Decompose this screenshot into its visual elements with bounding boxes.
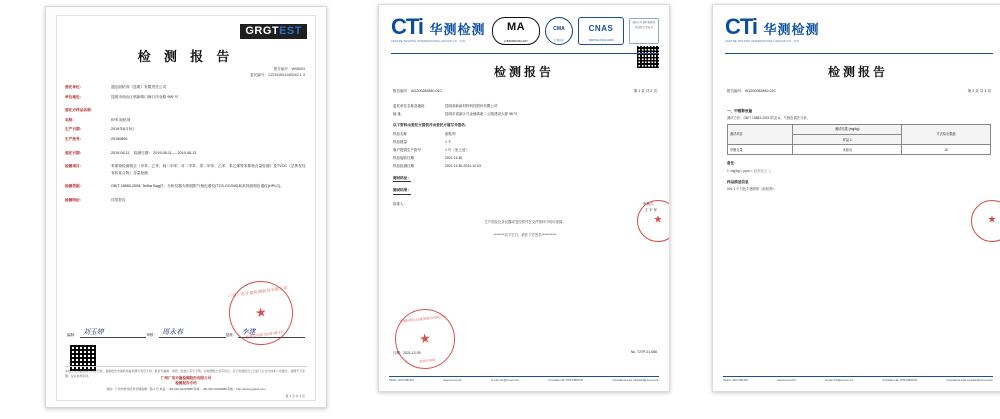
doc1-field-value: 详见报告	[111, 197, 126, 202]
doc2-accreditation-badges	[492, 17, 659, 45]
table-header-cell: 测试结果 (mg/kg)	[793, 124, 902, 134]
doc1-field-extra-value: 2019-08-11 — 2019-08-13	[153, 150, 197, 155]
doc1-signature-reviewer: 审核： 周永春	[146, 328, 225, 338]
doc1-field-extra-label: 检测日期：	[133, 150, 153, 155]
doc3-report-meta: 报告编号：AGZ00282840-01C 第 2 页 共 3 页	[727, 89, 991, 93]
doc3-method-note: 测试方法：GB/T 18584-2001 附录 A，气相色谱法分析。	[727, 116, 810, 121]
edge-stamp-seal	[971, 200, 1000, 242]
doc1-field-row	[65, 117, 307, 123]
doc2-header	[391, 14, 659, 51]
doc2-reviewer-label: 审核人：	[643, 202, 657, 207]
doc2-report-meta: 报告编号：AGZ00282840-01C 第 1 页 共 3 页	[393, 89, 657, 93]
doc1-field-row	[65, 107, 307, 113]
cma-badge-icon: CMA 计量认证	[545, 17, 573, 45]
doc2-footer-complaint-email: Complaint E-mail: complaint@cti-cert.com	[612, 379, 659, 382]
star-icon: ★	[653, 214, 663, 226]
doc3-footer-email: E-mail: info@cti-cert.com	[825, 379, 854, 382]
doc2-title: 检测报告	[493, 65, 554, 79]
doc1-field-row	[65, 150, 307, 156]
doc1-field-value	[111, 107, 307, 113]
doc1-footer-sub: 检测报告专用	[175, 381, 197, 386]
grgtest-logo: GRGTEST	[240, 24, 307, 39]
doc2-field-row: 地 址： 昆明市高新区马金铺高新二公路建设大厦 98 号	[393, 112, 518, 117]
doc1-field-label: 检测依据：	[65, 184, 84, 189]
document-page-cti-1[interactable]	[378, 4, 670, 392]
doc1-footer	[57, 376, 315, 392]
doc1-field-row	[65, 197, 307, 203]
doc1-footer-company: 广州广电计量检测股份有限公司	[160, 375, 212, 380]
document-page-cti-2[interactable]	[712, 4, 1000, 392]
doc2-header-divider	[391, 53, 659, 54]
doc3-header-divider	[725, 53, 993, 54]
doc1-field-label: 单位地址：	[65, 94, 84, 99]
doc1-field-list	[65, 84, 307, 206]
table-cell: 未检出	[793, 145, 902, 155]
doc1-field-row	[65, 183, 307, 189]
document-page-grgtest[interactable]	[45, 6, 327, 408]
doc3-results-table	[727, 124, 991, 156]
star-icon: ★	[254, 304, 268, 321]
doc1-field-value: 苯系物检测项目（甲苯、乙苯、间二甲苯、对二甲苯、邻二甲苯、乙苯、苯乙烯等苯系物含量检测）及TVOC（总挥发性有机化合物）含量检测	[111, 164, 306, 175]
doc3-sample-heading: 样品描述信息	[727, 180, 749, 185]
certification-seal-icon: 国家认可 检验检测 机构资质 认定证书	[629, 18, 659, 44]
doc1-signature-hand: 刘玉婷	[82, 327, 104, 336]
table-header-row	[728, 124, 991, 134]
doc2-sample-row: 样品名称 胶粘剂	[393, 131, 456, 136]
doc2-approver-name: 王 宇 军	[644, 208, 657, 213]
doc1-signature-approver: 批准： 李建	[226, 328, 305, 338]
doc2-body	[393, 103, 657, 238]
doc1-signature-hand: 李建	[241, 327, 256, 336]
doc1-title: 检 测 报 告	[137, 49, 235, 64]
table-row	[728, 145, 991, 155]
doc3-footer-hotline: Hotline: 400-6788-333	[723, 379, 748, 382]
ma-badge-icon: MA (150906034)1227	[492, 17, 540, 45]
doc3-section-heading: 一、甲醛释放量	[727, 109, 753, 113]
doc1-disclaimer: 本报告未加盖检测专用章无效；复制报告未重新加盖检测专用章无效；报告无编制、审核、批准人签字无效；对检测报告若有异议，应于收到报告之日起十五日内向本公司提出，逾期不予受理。仅对来样负责。	[65, 366, 307, 378]
doc2-page-number: 第 1 页 共 3 页	[633, 89, 657, 93]
doc2-footer-email: E-mail: info@cti-cert.com	[491, 379, 520, 382]
doc1-field-label: 委托单位：	[65, 85, 84, 89]
doc1-field-label: 生产日期：	[65, 127, 84, 132]
doc1-field-label: 检测结论：	[65, 197, 84, 202]
doc3-body	[727, 103, 991, 193]
doc3-remark-text: 1. mg/kg = ppm = 百万分之一。	[727, 168, 774, 173]
doc1-field-row	[65, 163, 307, 176]
table-cell: 10	[902, 145, 991, 155]
table-subheader-cell: 样品 1	[793, 135, 902, 145]
doc2-bottom-meta: 日期：2021-12-09 No. T2TP-01-066	[393, 350, 657, 355]
table-cell: 甲醛含量	[728, 145, 793, 155]
official-stamp-seal: 广州广电计量检测股份有限公司 ★ 检测专用章 2019-08-13	[225, 277, 297, 349]
doc1-field-label: 名称：	[65, 117, 77, 122]
doc1-field-row	[65, 84, 307, 90]
doc1-report-meta: 报告编号：W06003 委托编号：CZ2019011483242-1-3	[250, 67, 305, 77]
doc3-header	[725, 14, 993, 51]
doc2-sample-row: 样品检测日期 2021.11.30-2021.12.03	[393, 164, 481, 169]
doc1-field-value: 20190805	[111, 136, 128, 141]
doc2-conclusion-heading: 测试结论：	[393, 175, 657, 183]
doc2-sample-row: 样品接收日期 2021.11.30	[393, 156, 463, 161]
doc2-footer-website: www.cti-cert.com	[443, 379, 462, 382]
doc2-sample-row: 客户提供生产批号 1 号（见上述）	[393, 148, 469, 153]
doc1-content-frame	[56, 15, 316, 401]
doc1-field-value: 2019-08-11	[111, 150, 130, 155]
doc1-page-number: 第 1 页 共 4 页	[285, 394, 305, 398]
doc2-signature-row	[393, 201, 657, 213]
doc2-footer	[389, 376, 659, 383]
doc2-result-heading: 测试结果：	[393, 187, 657, 195]
doc3-footer	[723, 376, 993, 383]
doc2-sample-row: 样品数量 1 个	[393, 139, 452, 144]
doc1-field-value: 2019年8月5日	[111, 127, 135, 132]
doc2-footer-complaint-call: Complaint call: 0755-33681700	[548, 379, 584, 382]
doc2-footer-hotline: Hotline: 400-6788-333	[389, 379, 414, 382]
doc2-end-mark: ********以下空白，请在下方签名***********	[493, 232, 557, 237]
cnas-badge-icon: CNAS TESTING CNAS L0234	[578, 17, 624, 45]
doc3-footer-complaint-call: Complaint call: 0755-33681700	[882, 379, 918, 382]
doc1-field-label: 委托方样品名称：	[65, 108, 95, 113]
doc1-field-row	[65, 126, 307, 132]
doc1-field-row	[65, 136, 307, 142]
cti-logo: CTi 华测检测 CENTRE TESTING INTERNATIONAL GROUP CO., LTD.	[391, 14, 486, 43]
doc1-field-value: KFE 胶粘剂	[111, 117, 131, 122]
doc3-sample-description: 001 1 个白色半透明的（胶粘剂）	[727, 187, 776, 192]
doc1-field-value: 通达胶粘剂（昆明）有限责任公司	[111, 85, 167, 89]
doc3-footer-complaint-email: Complaint E-mail: complaint@cti-cert.com	[946, 379, 993, 382]
table-header-cell: 方法检出限值	[902, 124, 991, 144]
doc1-field-value: GB/T 18583-2008, Tedlar Bag法；分析仪器为热脱附气相色谱仪(TCS-GC/MS)和高效液相色谱仪(HPLC)。	[111, 184, 284, 189]
doc1-signature-editor: 编制： 刘玉婷	[67, 328, 146, 338]
star-icon: ★	[987, 214, 997, 226]
table-header-cell: 测试项目	[728, 124, 793, 144]
doc2-section-heading: 以下资料由委托方提供并由委托方填写并签名：	[393, 123, 469, 128]
doc2-field-row: 委托单位名称及地址： 昆明高新新材料科技股份有限公司	[393, 104, 498, 108]
doc2-approver-label: 批准人：	[393, 202, 407, 207]
doc3-remark-heading: 备注：	[727, 161, 738, 166]
doc3-page-number: 第 2 页 共 3 页	[967, 89, 991, 93]
doc3-footer-website: www.cti-cert.com	[777, 379, 796, 382]
doc3-title: 检测报告	[827, 65, 888, 79]
doc1-signature-hand: 周永春	[162, 327, 184, 336]
doc1-field-row	[65, 94, 307, 100]
doc1-field-label: 生产批号：	[65, 136, 84, 141]
doc1-field-label: 检测项目：	[65, 164, 84, 169]
cti-logo: CTi 华测检测 CENTRE TESTING INTERNATIONAL GROUP CO., LTD.	[725, 14, 820, 43]
doc1-field-value: 昆明市西山区科新路口海口岸业路 999 号	[111, 94, 179, 99]
star-icon: ★	[418, 330, 432, 347]
official-stamp-seal: 华测检测认证集团股份有限公司 ★ 检测专用章	[392, 306, 458, 372]
doc1-field-label: 委托日期：	[65, 150, 84, 155]
doc2-document-code: No. T2TP-01-066	[630, 350, 657, 354]
doc1-footer-address: 地址：广州市萝岗区科学城南翔一路 3 号 电话：+86-020-32293888 传真：+86-020-32293889 网址：http://www.grgtest.com	[106, 386, 266, 391]
doc2-center-note: 生产部及记录仪器或受控样件在文件资料中均可查阅。	[484, 220, 566, 225]
